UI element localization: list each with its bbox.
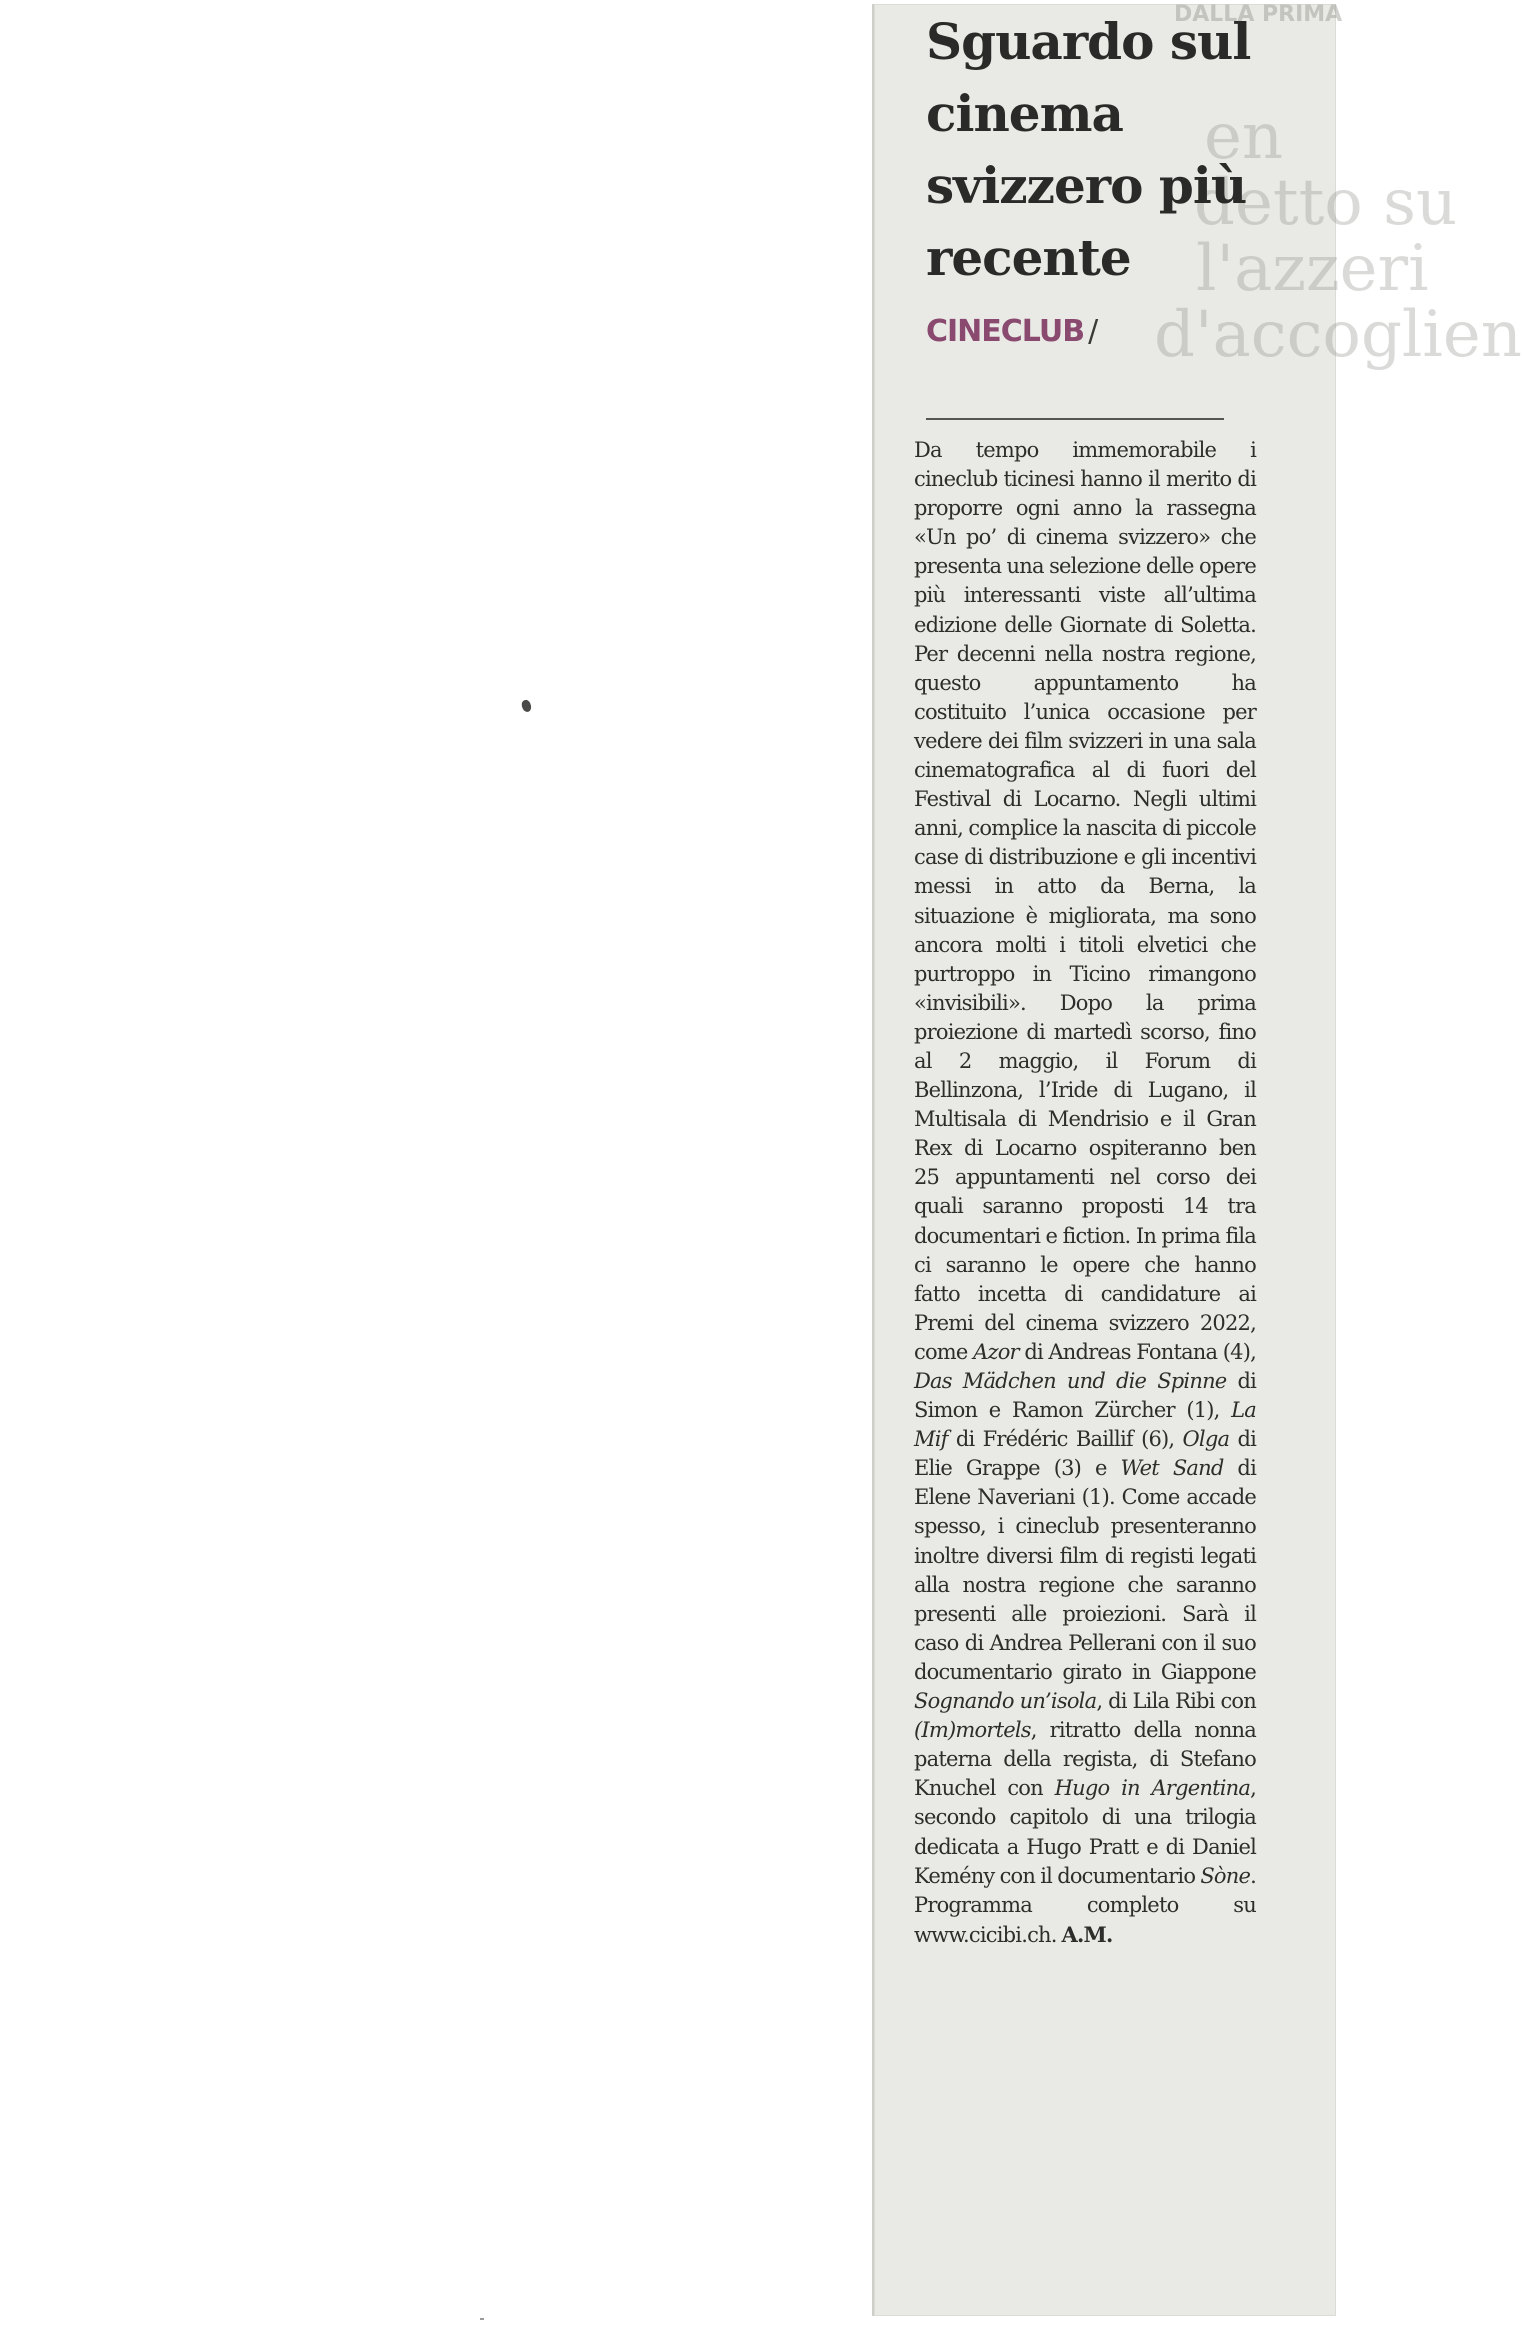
author-signature: A.M. bbox=[1061, 1921, 1113, 1947]
body-segment: . Programma completo su www.cicibi.ch. bbox=[914, 1863, 1256, 1947]
body-segment: Da tempo immemorabile i cineclub ticinesi hanno il merito di proporre ogni anno la rassegna «Un po’ di cinema svizzero» che presenta una selezione delle opere più interessanti viste all’ultima edizione delle Giornate di Soletta. Per decenni nella nostra regione, questo appuntamento ha costituito l’unica occasione per vedere dei film svizzeri in una sala cinematografica al di fuori del Festival di Locarno. Negli ultimi anni, complice la nascita di piccole case di distribuzione e gli incentivi messi in atto da Berna, la situazione è migliorata, ma sono ancora molti i titoli elvetici che purtroppo in Ticino rimangono «invisibili». Dopo la prima proiezione di martedì scorso, fino al 2 maggio, il Forum di Bellinzona, l’Iride di Lugano, il Multisala di Mendrisio e il Gran Rex di Locarno ospiteranno ben 25 appuntamenti nel corso dei quali saranno proposti 14 tra documentari e fiction. In prima fila ci saranno le opere che hanno fatto incetta di candidature ai Premi del cinema svizzero 2022, come bbox=[914, 438, 1256, 1364]
article-headline: Sguardo sul cinema svizzero più recente bbox=[926, 12, 1251, 287]
film-title: Das Mädchen und die Spinne bbox=[914, 1369, 1227, 1393]
body-segment: , secondo capitolo di una trilogia dedicata a Hugo Pratt e di Daniel Kemény con il documentario bbox=[914, 1776, 1256, 1888]
body-segment: , di Lila Ribi con bbox=[1096, 1689, 1256, 1714]
film-title: Hugo in Argentina bbox=[1054, 1776, 1251, 1801]
kicker-separator: / bbox=[1088, 314, 1098, 349]
body-segment: di Elene Naveriani (1). Come accade spesso, i cineclub presenteranno inoltre diversi film di registi legati alla nostra regione che saranno presenti alle proiezioni. Sarà il caso di Andrea Pellerani con il suo documentario girato in Giappone bbox=[914, 1456, 1256, 1684]
kicker-tag: CINECLUB bbox=[926, 314, 1085, 349]
body-segment: , ritratto della nonna paterna della regista, di Stefano Knuchel con bbox=[914, 1718, 1256, 1801]
bleed-through-line: detto su bbox=[1194, 166, 1458, 240]
bleed-through-line: l'azzeri bbox=[1196, 232, 1429, 306]
body-segment: di Frédéric Baillif (6), bbox=[947, 1427, 1183, 1452]
bleed-through-line: d'accoglien bbox=[1154, 298, 1522, 372]
film-title: Sognando un’isola bbox=[914, 1689, 1097, 1714]
bleed-through-label: DALLA PRIMA bbox=[1174, 2, 1343, 27]
film-title: (Im)mortels bbox=[914, 1718, 1031, 1743]
scan-speck bbox=[480, 2318, 484, 2320]
body-segment: di Elie Grappe (3) e bbox=[914, 1427, 1257, 1481]
film-title: La Mif bbox=[914, 1398, 1256, 1452]
divider-rule bbox=[926, 418, 1224, 420]
film-title: Wet Sand bbox=[1120, 1456, 1224, 1481]
section-kicker bbox=[926, 314, 1097, 350]
film-title: Olga bbox=[1182, 1427, 1230, 1452]
film-title: Azor bbox=[973, 1339, 1019, 1364]
film-title: Sòne bbox=[1200, 1863, 1251, 1888]
article-body bbox=[914, 436, 1256, 1950]
body-segment: di Simon e Ramon Zürcher (1), bbox=[914, 1369, 1257, 1423]
newspaper-clipping bbox=[872, 2, 1522, 2316]
body-segment: di Andreas Fontana (4), bbox=[1018, 1339, 1256, 1364]
scan-speck bbox=[520, 699, 533, 714]
bleed-through-line: en bbox=[1204, 100, 1284, 174]
